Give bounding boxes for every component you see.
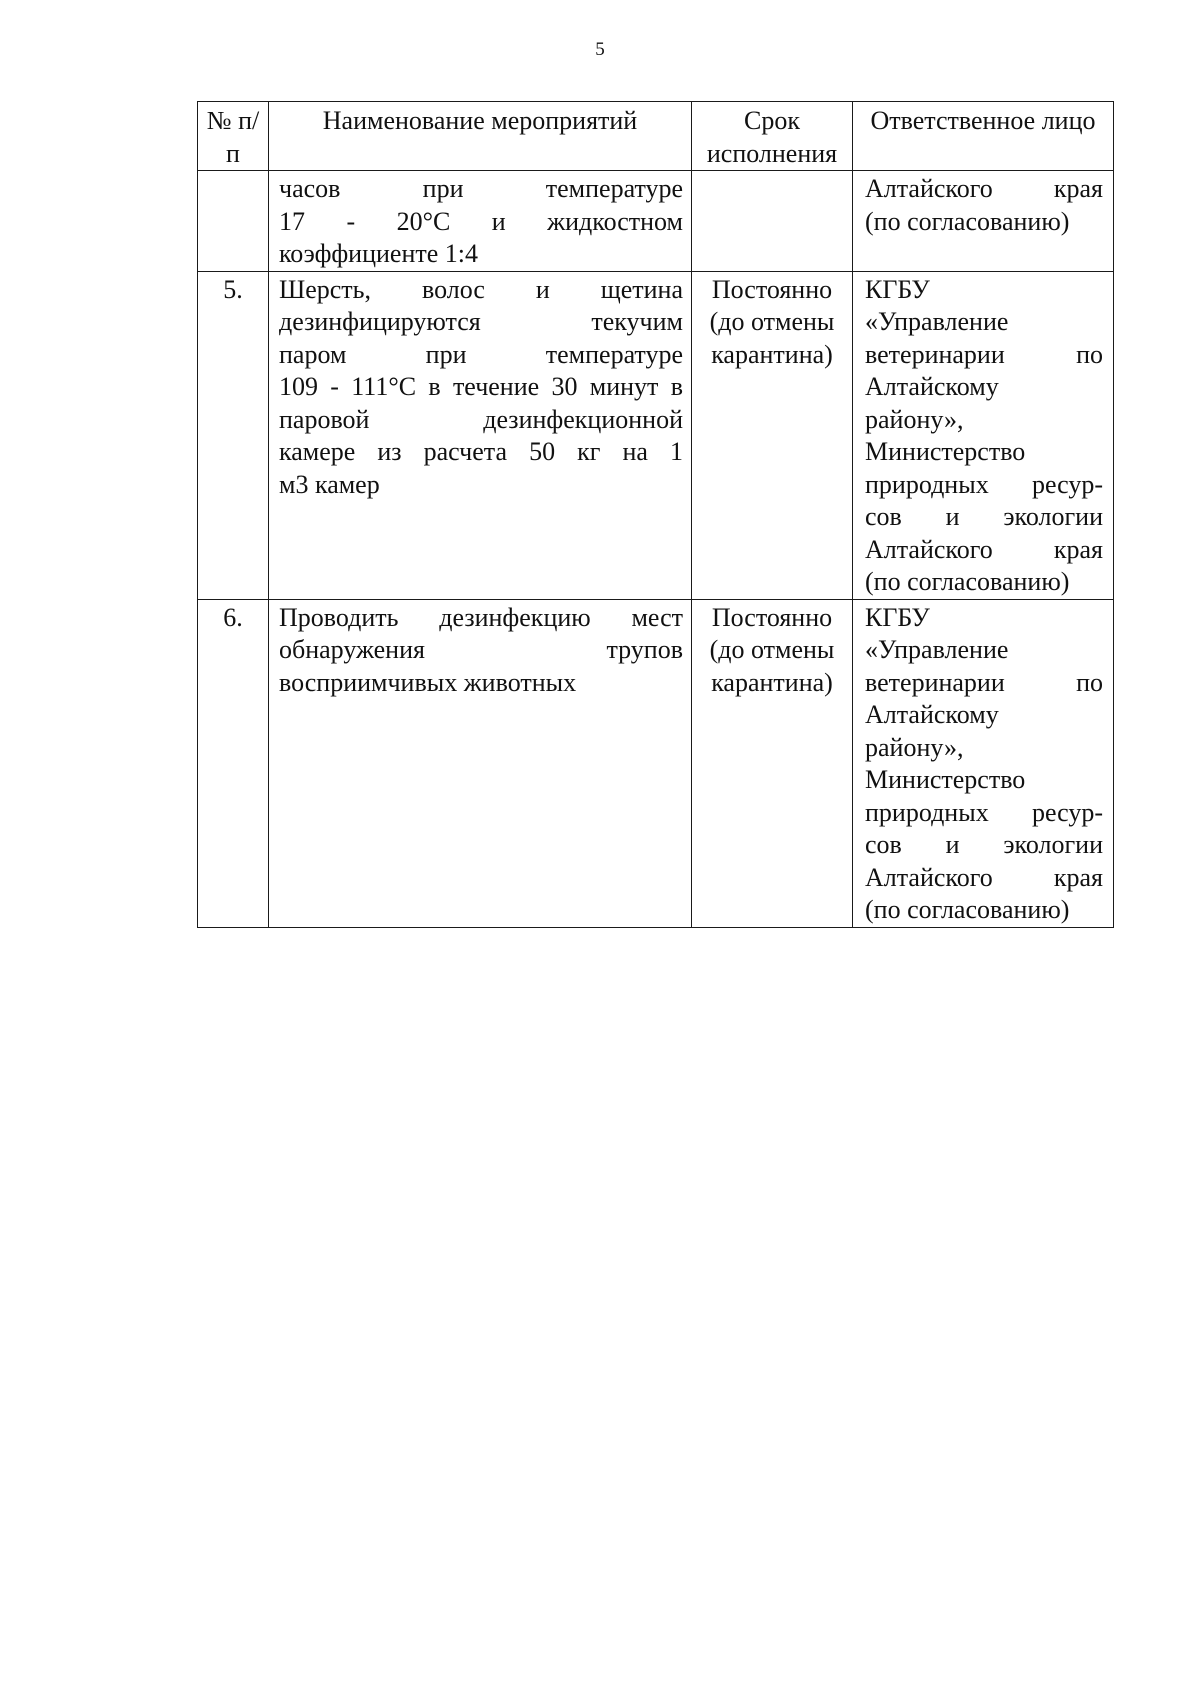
row-name-cell bbox=[269, 271, 692, 599]
row-responsible-cell bbox=[853, 271, 1114, 599]
measures-table bbox=[197, 101, 1114, 928]
term-text: Постоянно (до отмены карантина) bbox=[709, 602, 835, 697]
row-term-cell bbox=[692, 271, 853, 599]
header-term: Срок исполнения bbox=[692, 102, 853, 171]
row-term-cell bbox=[692, 599, 853, 927]
row-term-cell bbox=[692, 171, 853, 272]
row-num-cell: 5. bbox=[198, 271, 269, 599]
header-responsible: Ответственное лицо bbox=[853, 102, 1114, 171]
responsible-text: КГБУ «Управление ветеринарии по Алтайскому району», Министерство природных ресур- сов и экологии Алтайского края (по согласованию) bbox=[865, 274, 1103, 596]
measure-text: часов при температуре 17 - 20°С и жидкостном коэффициенте 1:4 bbox=[279, 174, 683, 268]
measure-text: Проводить дезинфекцию мест обнаружения трупов восприимчивых животных bbox=[279, 602, 683, 697]
table-row bbox=[198, 171, 1114, 272]
responsible-text: КГБУ «Управление ветеринарии по Алтайскому району», Министерство природных ресур- сов и экологии Алтайского края (по согласованию) bbox=[865, 602, 1103, 924]
row-name-cell bbox=[269, 599, 692, 927]
row-name-cell bbox=[269, 171, 692, 272]
row-num-cell bbox=[198, 171, 269, 272]
table-row bbox=[198, 271, 1114, 599]
header-num: № п/п bbox=[198, 102, 269, 171]
header-name: Наименование мероприятий bbox=[269, 102, 692, 171]
row-num-cell: 6. bbox=[198, 599, 269, 927]
table-row bbox=[198, 599, 1114, 927]
term-text: Постоянно (до отмены карантина) bbox=[709, 274, 835, 369]
row-responsible-cell bbox=[853, 599, 1114, 927]
table-header-row bbox=[198, 102, 1114, 171]
measure-text: Шерсть, волос и щетина дезинфицируются текучим паром при температуре 109 - 111°С в течение 30 минут в паровой дезинфекционной камере из расчета 50 кг на 1 м3 камер bbox=[279, 274, 683, 499]
row-responsible-cell bbox=[853, 171, 1114, 272]
page-number: 5 bbox=[595, 39, 605, 60]
responsible-text: Алтайского края (по согласованию) bbox=[865, 174, 1103, 236]
